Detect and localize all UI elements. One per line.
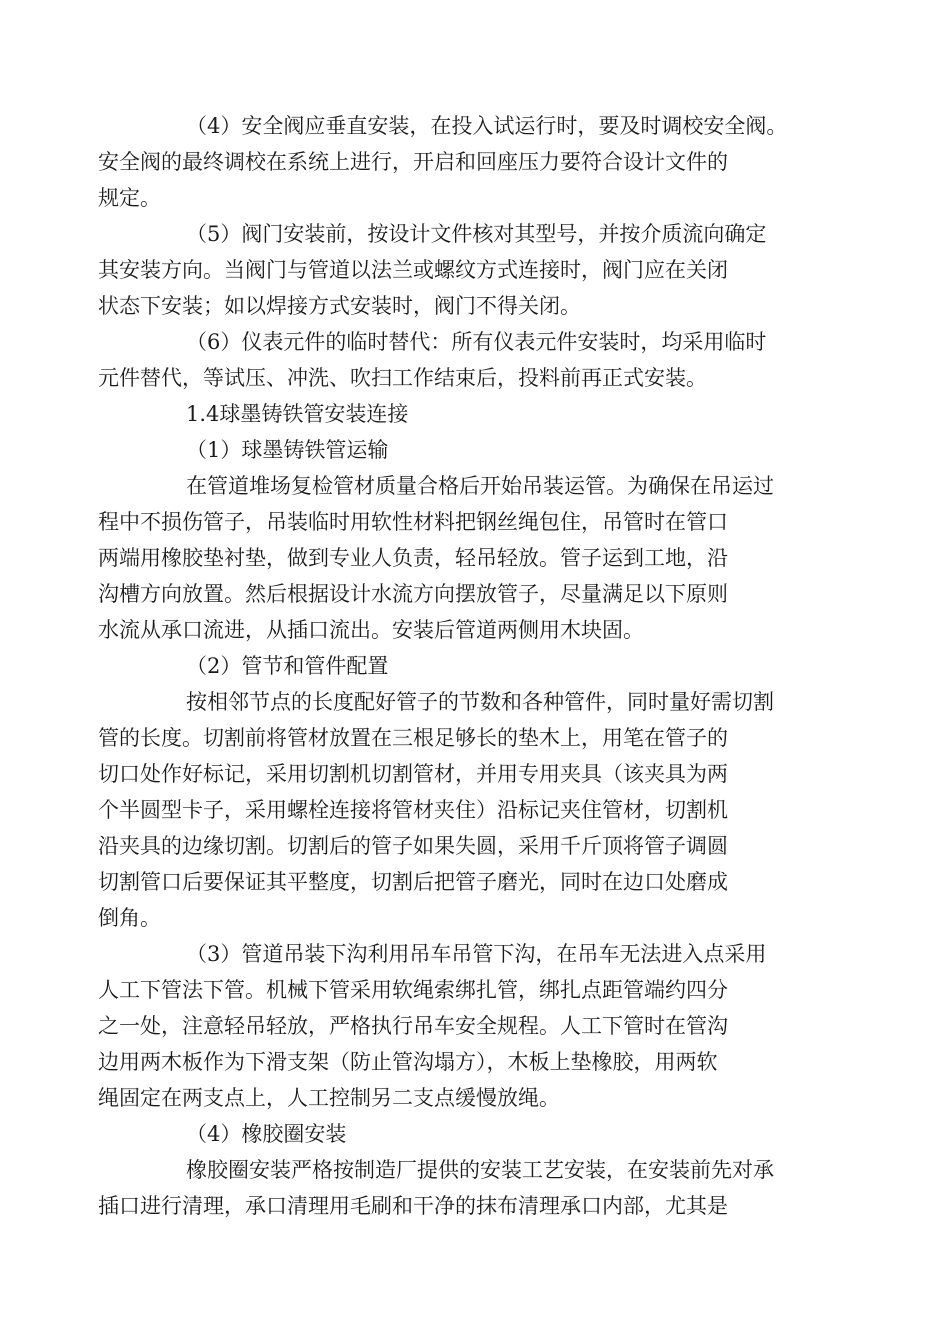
text-line: 规定。: [98, 186, 161, 210]
body-paragraph: [98, 1152, 818, 1224]
text-line: 插口进行清理，承口清理用毛刷和干净的抹布清理承口内部，尤其是: [98, 1194, 728, 1218]
text-line: （4）安全阀应垂直安装，在投入试运行时，要及时调校安全阀。: [186, 114, 788, 138]
text-line: 水流从承口流进，从插口流出。安装后管道两侧用木块固。: [98, 618, 644, 642]
text-line: 程中不损伤管子，吊装临时用软性材料把钢丝绳包住，吊管时在管口: [98, 510, 728, 534]
section-heading: （1）球墨铸铁管运输: [186, 438, 389, 462]
text-line: 倒角。: [98, 906, 161, 930]
body-paragraph: [98, 324, 818, 396]
text-line: 其安装方向。当阀门与管道以法兰或螺纹方式连接时，阀门应在关闭: [98, 258, 728, 282]
text-line: 元件替代，等试压、冲洗、吹扫工作结束后，投料前再正式安装。: [98, 366, 707, 390]
text-line: （6）仪表元件的临时替代：所有仪表元件安装时，均采用临时: [186, 330, 767, 354]
body-paragraph: [98, 936, 818, 1116]
text-line: 人工下管法下管。机械下管采用软绳索绑扎管，绑扎点距管端约四分: [98, 978, 728, 1002]
document-body: [98, 108, 818, 1224]
text-line: 两端用橡胶垫衬垫，做到专业人负责，轻吊轻放。管子运到工地，沿: [98, 546, 728, 570]
section-heading: （2）管节和管件配置: [186, 654, 389, 678]
text-line: 之一处，注意轻吊轻放，严格执行吊车安全规程。人工下管时在管沟: [98, 1014, 728, 1038]
text-line: 在管道堆场复检管材质量合格后开始吊装运管。为确保在吊运过: [186, 474, 774, 498]
text-line: 个半圆型卡子，采用螺栓连接将管材夹住）沿标记夹住管材，切割机: [98, 798, 728, 822]
text-line: 管的长度。切割前将管材放置在三根足够长的垫木上，用笔在管子的: [98, 726, 728, 750]
text-line: 按相邻节点的长度配好管子的节数和各种管件，同时量好需切割: [186, 690, 774, 714]
body-paragraph: [98, 684, 818, 936]
section-heading: 1.4球墨铸铁管安装连接: [186, 402, 409, 426]
text-line: 沟槽方向放置。然后根据设计水流方向摆放管子，尽量满足以下原则: [98, 582, 728, 606]
text-line: 橡胶圈安装严格按制造厂提供的安装工艺安装，在安装前先对承: [186, 1158, 774, 1182]
text-line: 绳固定在两支点上，人工控制另二支点缓慢放绳。: [98, 1086, 560, 1110]
section-heading: （4）橡胶圈安装: [186, 1122, 347, 1146]
text-line: 安全阀的最终调校在系统上进行，开启和回座压力要符合设计文件的: [98, 150, 728, 174]
text-line: （5）阀门安装前，按设计文件核对其型号，并按介质流向确定: [186, 222, 767, 246]
body-paragraph: [98, 108, 818, 216]
text-line: 切割管口后要保证其平整度，切割后把管子磨光，同时在边口处磨成: [98, 870, 728, 894]
text-line: 切口处作好标记，采用切割机切割管材，并用专用夹具（该夹具为两: [98, 762, 728, 786]
text-line: 状态下安装；如以焊接方式安装时，阀门不得关闭。: [98, 294, 581, 318]
text-line: （3）管道吊装下沟利用吊车吊管下沟，在吊车无法进入点采用: [186, 942, 767, 966]
text-line: 沿夹具的边缘切割。切割后的管子如果失圆，采用千斤顶将管子调圆: [98, 834, 728, 858]
body-paragraph: [98, 468, 818, 648]
body-paragraph: [98, 216, 818, 324]
text-line: 边用两木板作为下滑支架（防止管沟塌方），木板上垫橡胶，用两软: [98, 1050, 718, 1074]
